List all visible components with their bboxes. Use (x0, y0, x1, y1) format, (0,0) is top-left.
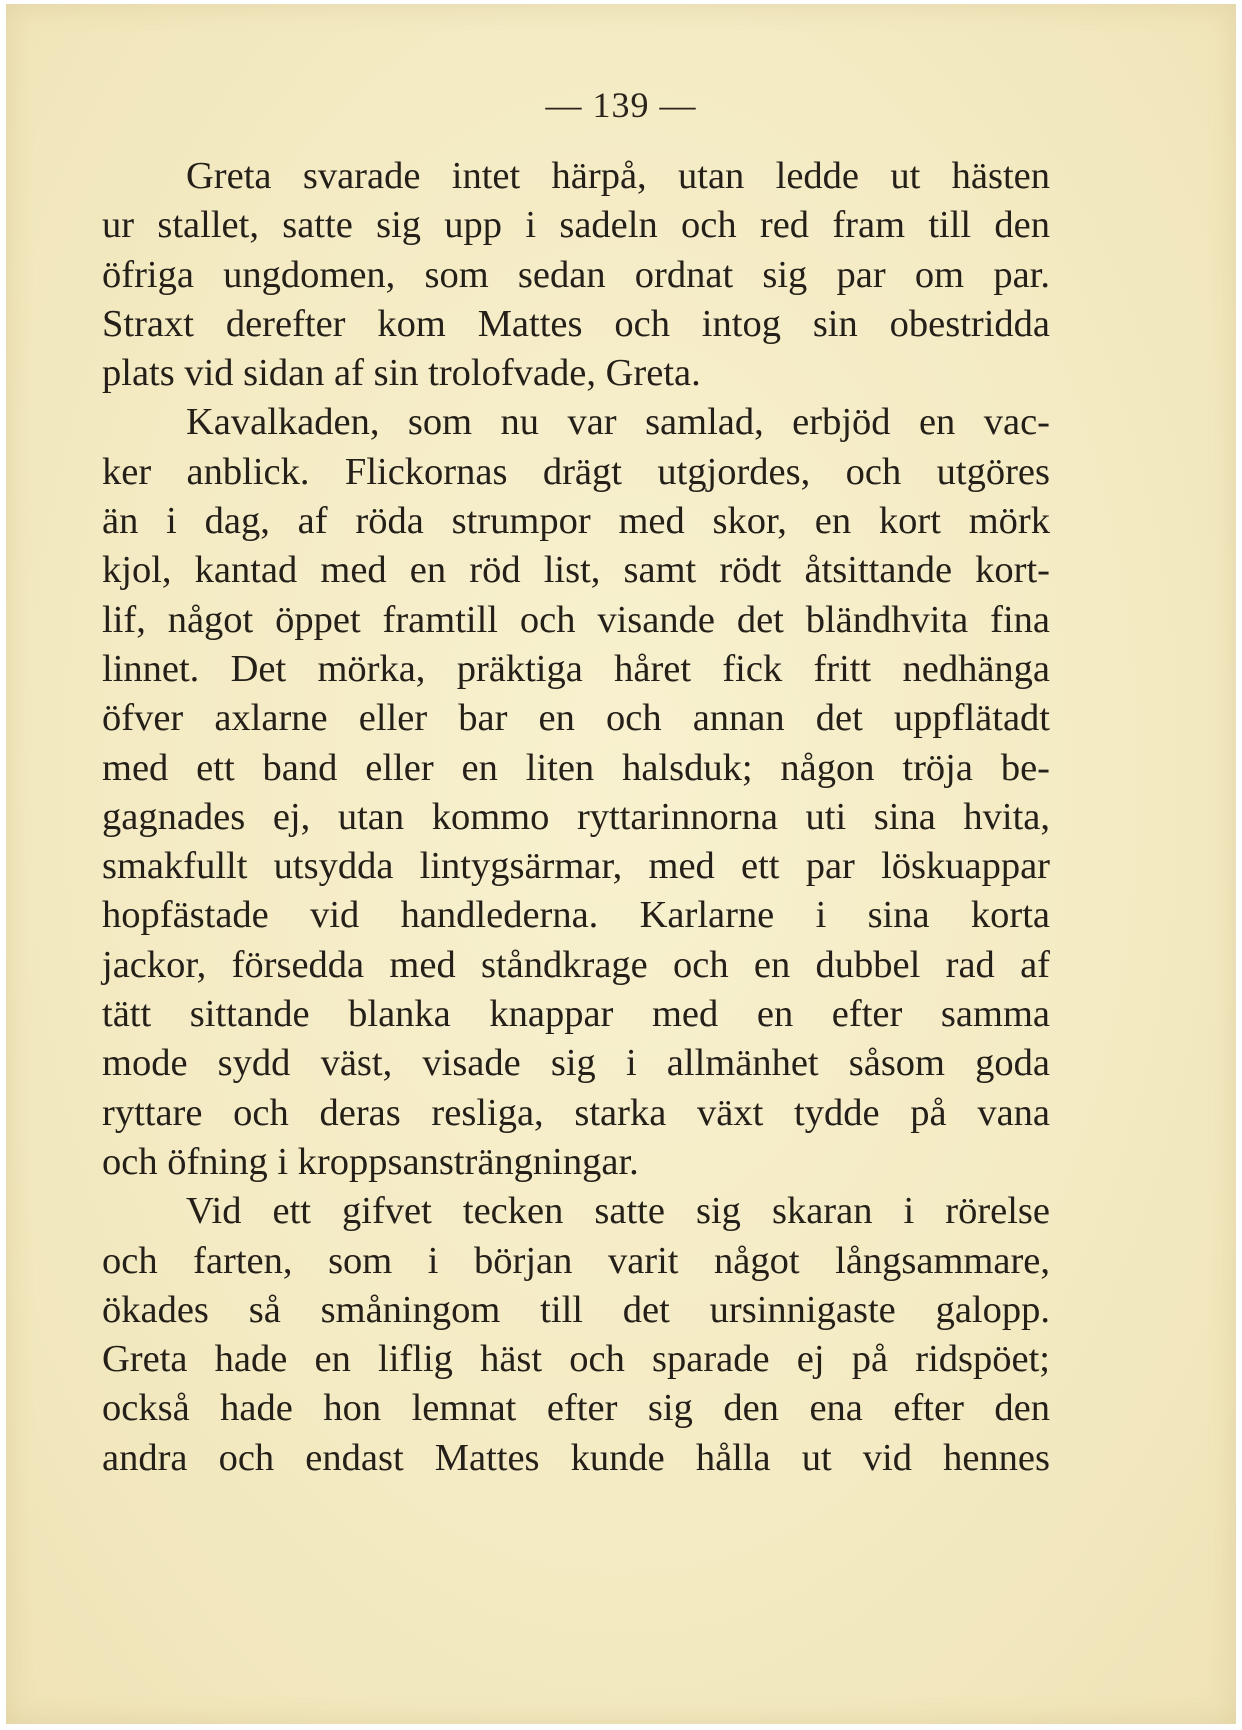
page-number: — 139 — (545, 85, 697, 125)
text-line: Kavalkaden, som nu var samlad, erbjöd en vac- (186, 401, 1050, 444)
text-line: ur stallet, satte sig upp i sadeln och red fram till den (102, 204, 1050, 247)
text-line: plats vid sidan af sin trolofvade, Greta. (102, 352, 701, 395)
text-line: Vid ett gifvet tecken satte sig skaran i rörelse (186, 1190, 1050, 1233)
text-line: linnet. Det mörka, präktiga håret fick fritt nedhänga (102, 647, 1050, 690)
text-line: mode sydd väst, visade sig i allmänhet såsom goda (102, 1042, 1050, 1085)
book-page (6, 4, 1236, 1724)
text-line: Greta svarade intet härpå, utan ledde ut hästen (186, 155, 1050, 197)
text-line: hopfästade vid handlederna. Karlarne i sina korta (102, 894, 1050, 937)
text-line: ker anblick. Flickornas drägt utgjordes, och utgöres (102, 450, 1050, 493)
text-line: Greta hade en liflig häst och sparade ej på ridspöet; (102, 1338, 1050, 1381)
text-line: tätt sittande blanka knappar med en efter samma (102, 993, 1050, 1036)
text-line: också hade hon lemnat efter sig den ena efter den (102, 1387, 1050, 1430)
text-line: ökades så småningom till det ursinnigaste galopp. (102, 1288, 1050, 1331)
text-line: och öfning i kroppsansträngningar. (102, 1140, 639, 1183)
text-line: ryttare och deras resliga, starka växt tydde på vana (102, 1091, 1050, 1134)
text-line: öfver axlarne eller bar en och annan det uppflätadt (102, 697, 1050, 740)
text-line: andra och endast Mattes kunde hålla ut vid hennes (102, 1436, 1050, 1479)
text-line: gagnades ej, utan kommo ryttarinnorna uti sina hvita, (102, 795, 1050, 838)
text-line: med ett band eller en liten halsduk; någon tröja be- (102, 746, 1050, 789)
body-text (102, 152, 1050, 1483)
text-line: smakfullt utsydda lintygsärmar, med ett par löskuappar (102, 845, 1050, 888)
text-line: jackor, försedda med ståndkrage och en dubbel rad af (102, 943, 1050, 986)
text-line: lif, något öppet framtill och visande det bländhvita fina (102, 598, 1050, 641)
text-line: och farten, som i början varit något långsammare, (102, 1239, 1050, 1282)
text-line: öfriga ungdomen, som sedan ordnat sig par om par. (102, 253, 1050, 296)
text-line: Straxt derefter kom Mattes och intog sin obestridda (102, 302, 1050, 345)
text-line: än i dag, af röda strumpor med skor, en kort mörk (102, 500, 1050, 543)
text-line: kjol, kantad med en röd list, samt rödt åtsittande kort- (102, 549, 1050, 592)
